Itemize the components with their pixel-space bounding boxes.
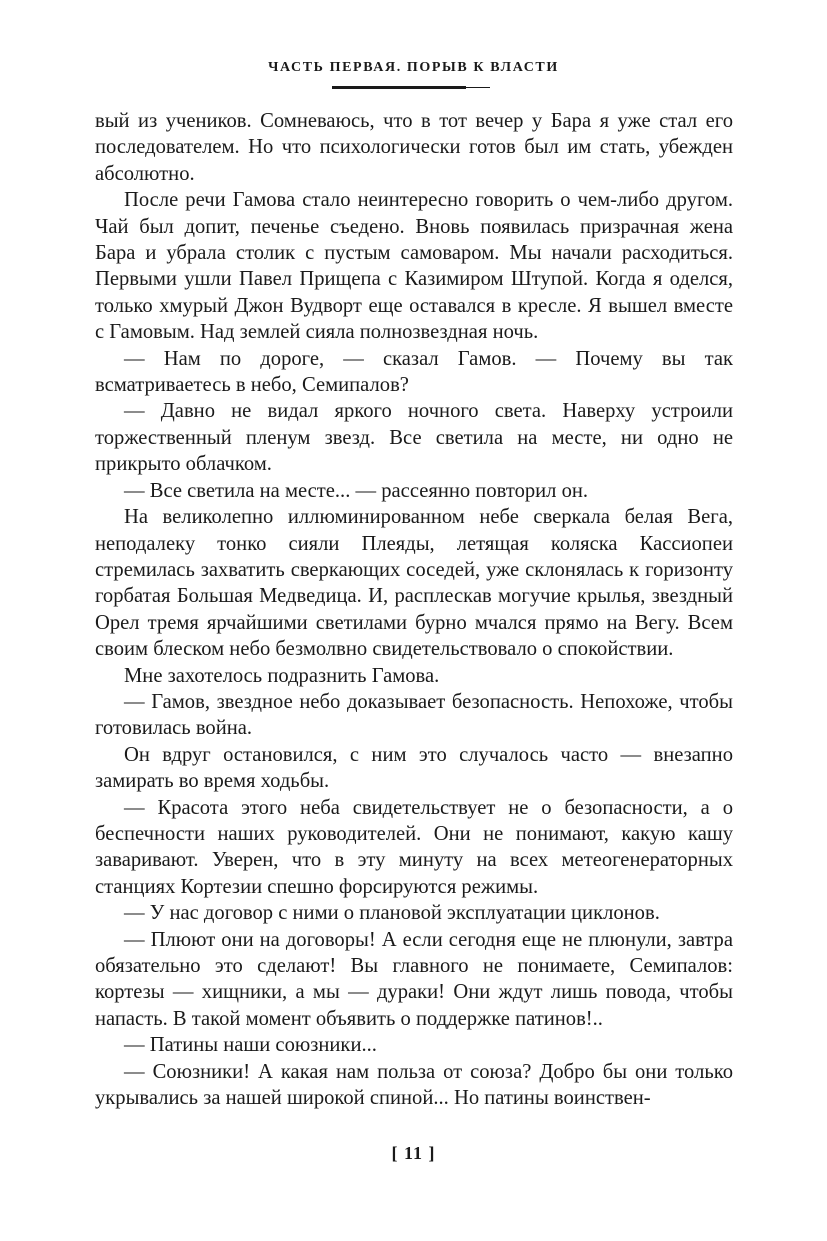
paragraph: На великолепно иллюминированном небе сверкала белая Вега, неподалеку тонко сияли Плеяды, летящая коляска Кассиопеи стремилась захватить сверкающих соседей, уже склонялась к горизонту горбатая Большая Медведица. И, расплескав могучие крылья, звездный Орел тремя ярчайшими светилами бурно мчался прямо на Вегу. Всем своим блеском небо безмолвно свидетельствовало о спокойствии. [95,506,733,661]
page-number: [ 11 ] [391,1143,436,1163]
paragraph: — Нам по дороге, — сказал Гамов. — Почему вы так всматриваетесь в небо, Семипалов? [95,347,733,397]
paragraph: — Гамов, звездное небо доказывает безопасность. Непохоже, чтобы готовилась война. [95,690,733,740]
paragraph: — У нас договор с ними о плановой эксплуатации циклонов. [124,902,660,925]
header-rule [332,87,490,88]
paragraph: — Плюют они на договоры! А если сегодня еще не плюнули, завтра обязательно это сделают! Вы главного не понимаете, Семипалов: кортезы — хищники, а мы — дураки! Они ждут лишь повода, чтобы напасть. В такой момент объявить о поддержке патинов!.. [95,928,733,1030]
paragraph: — Все светила на месте... — рассеянно повторил он. [124,479,589,502]
paragraph: Мне захотелось подразнить Гамова. [124,664,440,687]
body-text [95,108,733,1111]
paragraph: — Давно не видал яркого ночного света. Наверху устроили торжественный пленум звезд. Все светила на месте, ни одно не прикрыто облачком. [95,400,733,476]
paragraph: Он вдруг остановился, с ним это случалось часто — внезапно замирать во время ходьбы. [95,743,733,793]
paragraph: — Союзники! А какая нам польза от союза? Добро бы они только укрывались за нашей широкой спиной... Но патины воинствен- [95,1060,733,1110]
running-head: ЧАСТЬ ПЕРВАЯ. ПОРЫВ К ВЛАСТИ [268,60,559,75]
paragraph: — Красота этого неба свидетельствует не о безопасности, а о беспечности наших руководителей. Они не понимают, какую кашу заваривают. Уверен, что в эту минуту на всех метеогенераторных станциях Кортезии спешно форсируются режимы. [95,796,733,898]
paragraph: вый из учеников. Сомневаюсь, что в тот вечер у Бара я уже стал его последователем. Но что психологически готов был им стать, убежден абсолютно. [95,110,733,185]
paragraph: После речи Гамова стало неинтересно говорить о чем-либо другом. Чай был допит, печенье съедено. Вновь появилась призрачная жена Бара и убрала столик с пустым самоваром. Мы начали расходиться. Первыми ушли Павел Прищепа с Казимиром Штупой. Когда я оделся, только хмурый Джон Вудворт еще оставался в кресле. Я вышел вместе с Гамовым. Над землей сияла полнозвездная ночь. [95,189,733,344]
paragraph: — Патины наши союзники... [124,1034,377,1057]
header-rule-thick [332,86,466,89]
